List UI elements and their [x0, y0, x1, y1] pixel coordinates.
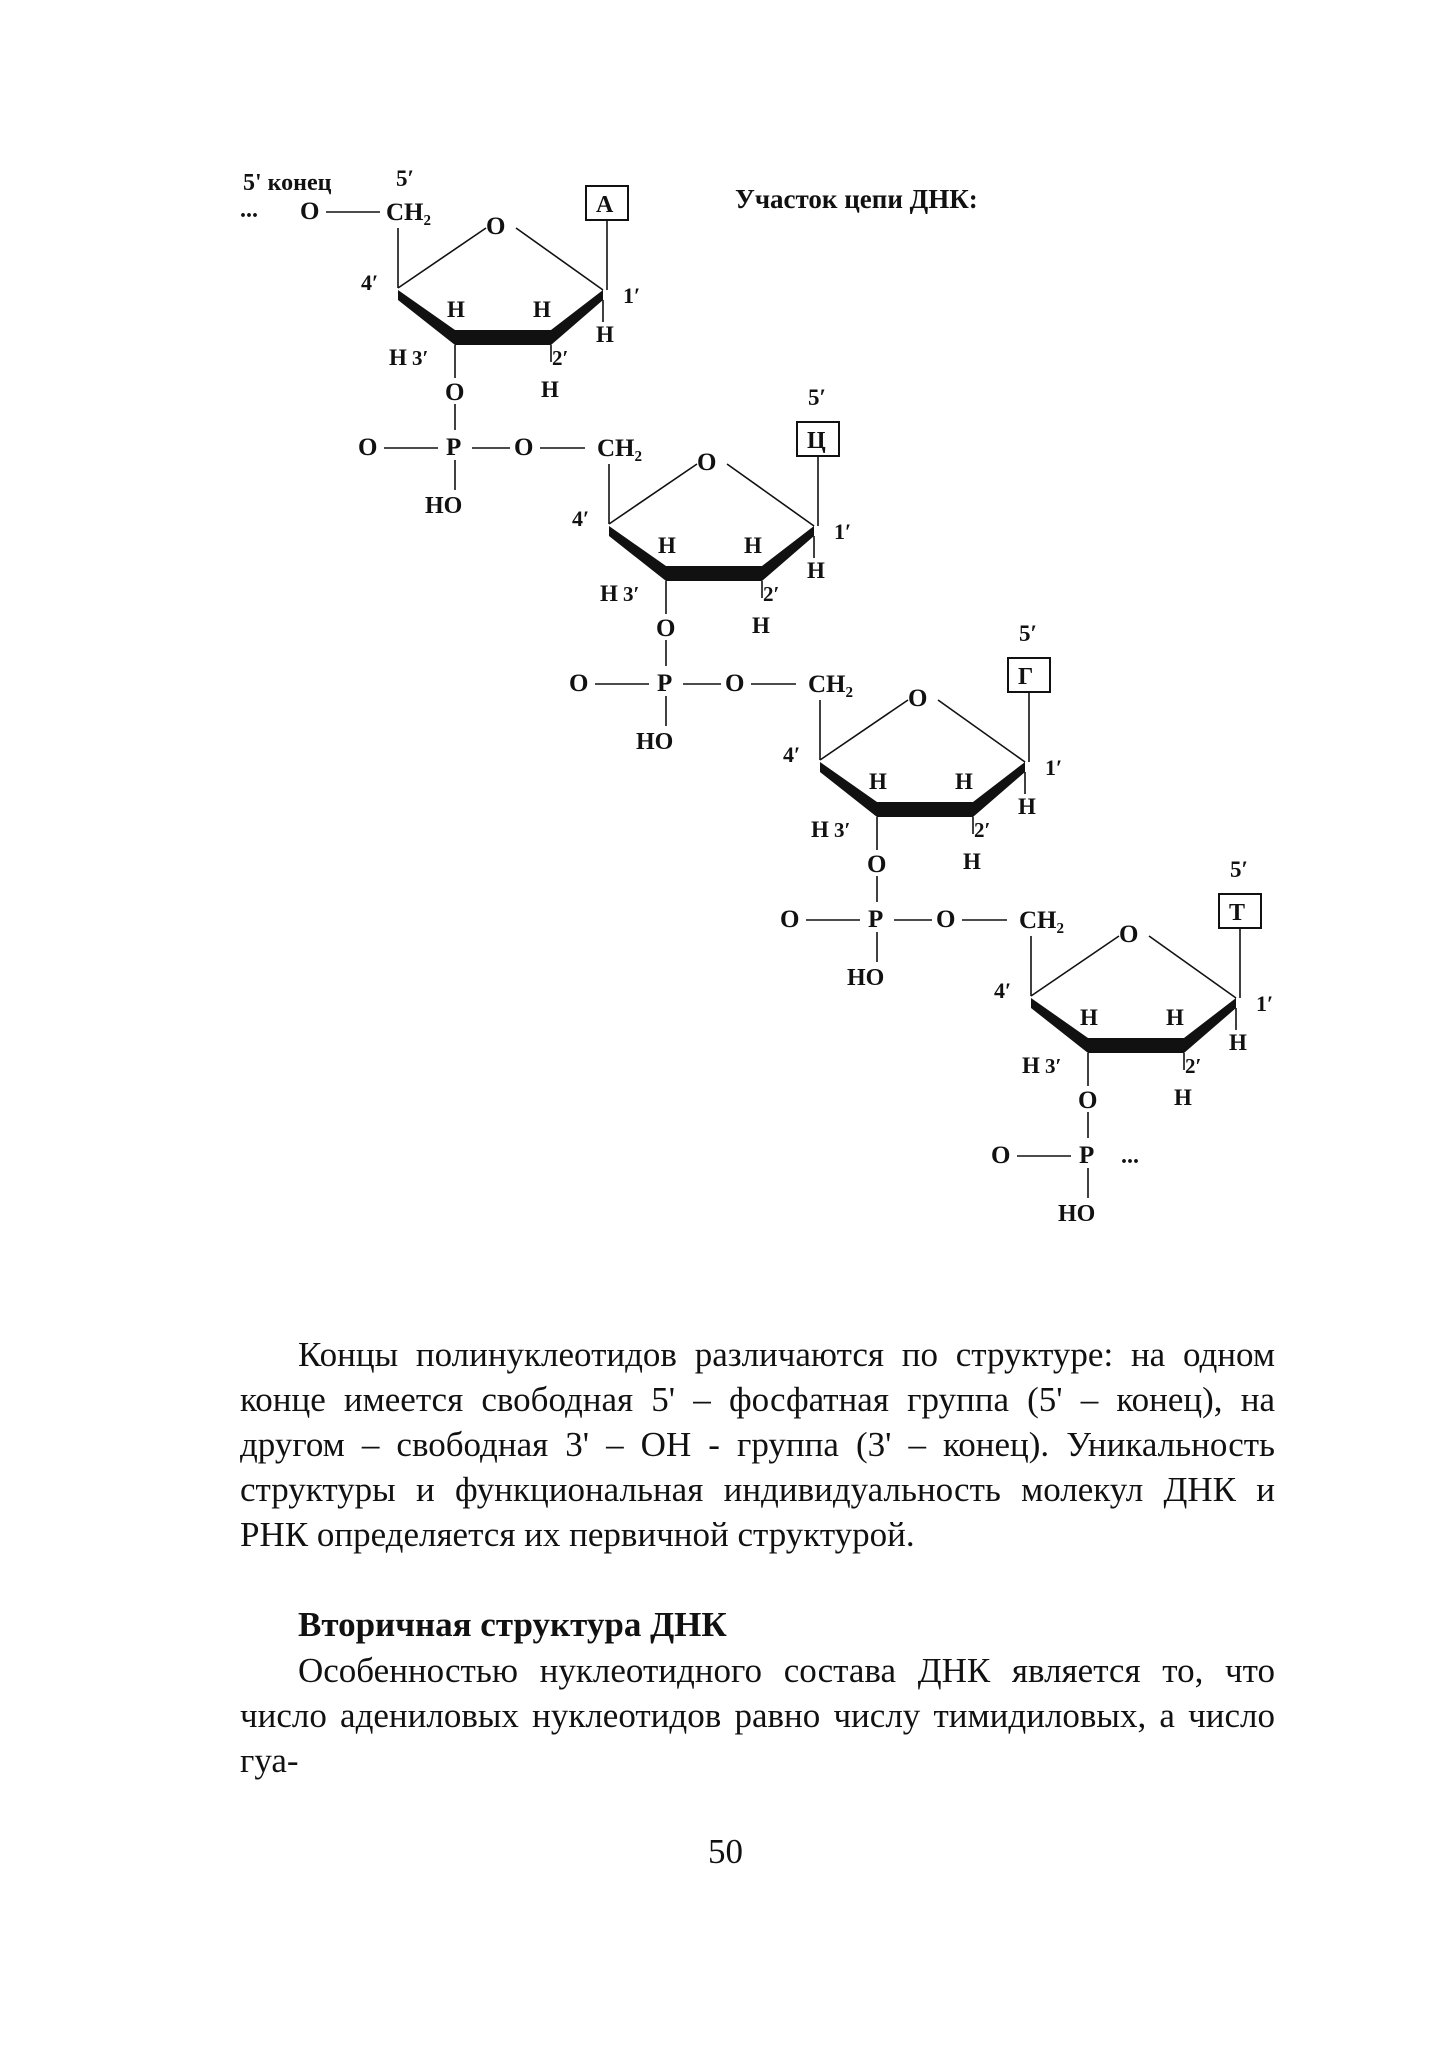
phosphorus-label: P [868, 906, 884, 933]
page-number: 50 [708, 1832, 743, 1871]
prime-4-label: 4′ [783, 742, 801, 767]
hydrogen-label: H [869, 769, 887, 794]
section-heading: Вторичная структура ДНК [298, 1605, 727, 1644]
bond-line [820, 700, 908, 760]
oxygen-label: O [656, 615, 676, 642]
phosphorus-label: P [446, 434, 462, 461]
hydrogen-label: H [1229, 1030, 1247, 1055]
hydrogen-label: H [811, 817, 829, 842]
oxygen-label: O [1078, 1087, 1098, 1114]
hydrogen-label: H [1018, 794, 1036, 819]
prime-2-label: 2′ [552, 346, 569, 370]
prime-2-label: 2′ [1185, 1054, 1202, 1078]
paragraph-composition: Особенностью нуклеотидного состава ДНК является то, что число адениловых нуклеотидов равно числу тимидиловых, а число гуа- [240, 1651, 1275, 1780]
oxygen-label: O [725, 670, 745, 697]
hydroxyl-label: HO [636, 729, 674, 755]
ring-oxygen-label: O [697, 449, 717, 476]
prime-5-label: 5′ [1230, 857, 1248, 882]
ring-oxygen-label: O [908, 685, 928, 712]
bond-line [398, 228, 486, 288]
ring-bold-edge [609, 526, 814, 581]
hydrogen-label: H [1080, 1005, 1098, 1030]
oxygen-label: O [991, 1142, 1011, 1169]
base-label: Т [1229, 900, 1246, 926]
phosphorus-label: P [1079, 1142, 1095, 1169]
hydrogen-label: H [600, 581, 618, 606]
hydroxyl-label: HO [1058, 1201, 1096, 1227]
prime-3-label: 3′ [623, 582, 640, 606]
ch2-label: CH₂ [386, 199, 431, 226]
prime-1-label: 1′ [623, 283, 641, 308]
oxygen-label: O [358, 434, 378, 461]
hydrogen-label: H [596, 322, 614, 347]
bond-line [516, 228, 603, 290]
hydroxyl-label: HO [847, 965, 885, 991]
oxygen-label: O [936, 906, 956, 933]
phosphorus-label: P [657, 670, 673, 697]
bond-line [1149, 936, 1236, 998]
chain-continues-dots: ... [1121, 1143, 1139, 1169]
prime-1-label: 1′ [834, 519, 852, 544]
prime-5-label: 5′ [1019, 621, 1037, 646]
ch2-label: CH₂ [808, 671, 853, 698]
hydrogen-label: H [658, 533, 676, 558]
prime-3-label: 3′ [1045, 1054, 1062, 1078]
hydrogen-label: H [955, 769, 973, 794]
hydrogen-label: H [1166, 1005, 1184, 1030]
diagram-title: Участок цепи ДНК: [735, 184, 978, 214]
hydrogen-label: H [389, 345, 407, 370]
prime-2-label: 2′ [974, 818, 991, 842]
base-label: Г [1018, 664, 1034, 690]
prime-2-label: 2′ [763, 582, 780, 606]
bond-line [609, 464, 697, 524]
ring-bold-edge [820, 762, 1025, 817]
prime-4-label: 4′ [361, 270, 379, 295]
ring-oxygen-label: O [1119, 921, 1139, 948]
oxygen-label: O [445, 379, 465, 406]
ring-oxygen-label: O [486, 213, 506, 240]
hydrogen-label: H [752, 613, 770, 638]
hydrogen-label: H [963, 849, 981, 874]
hydrogen-label: H [744, 533, 762, 558]
prime-3-label: 3′ [412, 346, 429, 370]
prime-1-label: 1′ [1045, 755, 1063, 780]
prime-5-label: 5′ [396, 166, 414, 191]
oxygen-label: O [569, 670, 589, 697]
hydrogen-label: H [533, 297, 551, 322]
oxygen-label: O [867, 851, 887, 878]
bond-line [727, 464, 814, 526]
bond-line [938, 700, 1025, 762]
ch2-label: CH₂ [597, 435, 642, 462]
prime-4-label: 4′ [572, 506, 590, 531]
hydrogen-label: H [447, 297, 465, 322]
ring-bold-edge [1031, 998, 1236, 1053]
prime-3-label: 3′ [834, 818, 851, 842]
base-label: Ц [807, 428, 826, 454]
paragraph-ends: Концы полинуклеотидов различаются по структуре: на одном конце имеется свободная 5' – фосфатная группа (5' – конец), на другом – свободная 3' – ОН - группа (3' – конец). Уникальность структуры и функциональная индивидуальность молекул ДНК и РНК определяется их первичной структурой. [240, 1335, 1275, 1554]
base-label: А [596, 192, 614, 218]
hydrogen-label: H [1174, 1085, 1192, 1110]
five-prime-end-label: 5' конец [243, 170, 332, 196]
hydroxyl-label: HO [425, 493, 463, 519]
oxygen-label: O [780, 906, 800, 933]
oxygen-label: O [300, 198, 320, 225]
prime-1-label: 1′ [1256, 991, 1274, 1016]
ch2-label: CH₂ [1019, 907, 1064, 934]
chain-start-dots: ... [240, 197, 258, 223]
ring-bold-edge [398, 290, 603, 345]
hydrogen-label: H [541, 377, 559, 402]
hydrogen-label: H [1022, 1053, 1040, 1078]
oxygen-label: O [514, 434, 534, 461]
hydrogen-label: H [807, 558, 825, 583]
bond-line [1031, 936, 1119, 996]
prime-5-label: 5′ [808, 385, 826, 410]
prime-4-label: 4′ [994, 978, 1012, 1003]
